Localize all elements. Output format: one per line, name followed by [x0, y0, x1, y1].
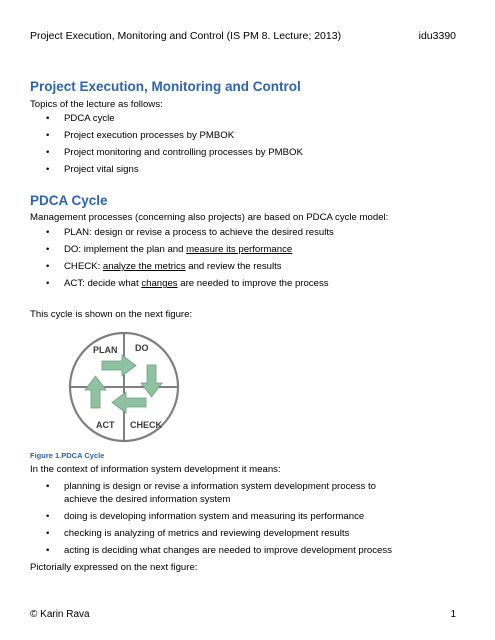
list-item: • acting is deciding what changes are needed to improve development process: [30, 545, 392, 558]
list-item: • Project execution processes by PMBOK: [30, 130, 303, 143]
label-plan: PLAN: [93, 345, 118, 355]
label-act: ACT: [96, 420, 115, 430]
list-item-plan: • PLAN: design or revise a process to achieve the desired results: [30, 227, 334, 240]
context-list: [30, 481, 392, 557]
list-item: • Project vital signs: [30, 164, 303, 177]
context-intro: In the context of information system development it means:: [30, 464, 281, 475]
page-number: 1: [450, 609, 456, 620]
header-code: idu3390: [418, 30, 456, 42]
list-item: • doing is developing information system and measuring its performance: [30, 511, 392, 524]
figure-intro: This cycle is shown on the next figure:: [30, 309, 193, 320]
list-item: • PDCA cycle: [30, 113, 303, 126]
pdca-cycle-figure: [60, 330, 190, 445]
closing-text: Pictorially expressed on the next figure:: [30, 562, 198, 573]
list-item: • Project monitoring and controlling processes by PMBOK: [30, 147, 303, 160]
list-item-act: • ACT: decide what changes are needed to improve the process: [30, 278, 334, 291]
header-title: Project Execution, Monitoring and Control (IS PM 8. Lecture; 2013): [30, 30, 342, 42]
label-check: CHECK: [130, 420, 163, 430]
label-do: DO: [135, 343, 149, 353]
footer-author: © Karin Rava: [30, 609, 90, 620]
pdca-list: [30, 227, 334, 291]
section-heading-pdca: PDCA Cycle: [30, 193, 108, 208]
list-item-do: • DO: implement the plan and measure its performance: [30, 244, 334, 257]
section-heading-execution: Project Execution, Monitoring and Control: [30, 79, 301, 94]
list-item: • planning is design or revise a information system development process to achieve the desired information system: [30, 481, 392, 506]
section-intro: Topics of the lecture as follows:: [30, 99, 163, 110]
list-item-check: • CHECK: analyze the metrics and review the results: [30, 261, 334, 274]
list-item: • checking is analyzing of metrics and reviewing development results: [30, 528, 392, 541]
figure-caption: Figure 1.PDCA Cycle: [30, 451, 105, 460]
topics-list: [30, 113, 303, 177]
section-intro: Management processes (concerning also projects) are based on PDCA cycle model:: [30, 212, 389, 223]
